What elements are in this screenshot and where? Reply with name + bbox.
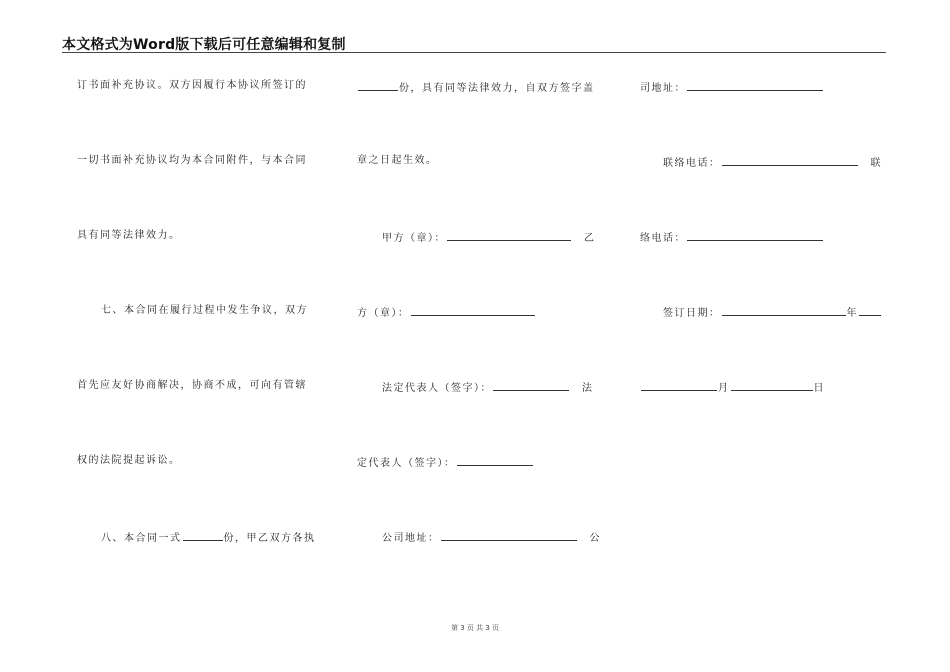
party-a-representative-blank	[493, 380, 569, 391]
col3-line-2-tail: 联	[870, 158, 882, 169]
page-number-footer: 第 3 页 共 3 页	[450, 624, 500, 632]
col2-line-2: 章之日起生效。	[357, 155, 438, 166]
col2-line-4	[357, 305, 536, 320]
col3-line-5	[640, 380, 825, 395]
header-rule	[62, 52, 886, 53]
col2-line-6	[357, 455, 534, 470]
col2-line-3	[382, 230, 596, 245]
col1-line-6: 权的法院提起诉讼。	[77, 455, 181, 466]
col1-line-7-text-b: 份，甲乙双方各执	[223, 533, 316, 544]
day-label: 日	[813, 383, 825, 394]
col1-line-7	[101, 530, 316, 545]
col1-line-5: 首先应友好协商解决，协商不成，可向有管辖	[77, 380, 307, 391]
copies-blank	[183, 530, 223, 541]
month-label: 月	[718, 383, 730, 394]
col1-line-7-text-a: 八、本合同一式	[101, 533, 182, 544]
sign-date-blank	[722, 305, 846, 316]
party-b-phone-blank	[687, 230, 823, 241]
sign-date-label: 签订日期：	[663, 308, 721, 319]
col2-line-5-tail: 法	[582, 383, 594, 394]
col2-line-5	[382, 380, 594, 395]
day-blank	[731, 380, 813, 391]
col1-line-2: 一切书面补充协议均为本合同附件，与本合同	[77, 155, 307, 166]
party-a-address-blank	[441, 530, 577, 541]
col3-line-1	[640, 80, 824, 95]
col2-line-7	[382, 530, 601, 545]
col1-line-4: 七、本合同在履行过程中发生争议，双方	[101, 305, 308, 316]
party-a-seal-blank	[447, 230, 571, 241]
party-a-phone-label: 联络电话：	[663, 158, 721, 169]
year-blank	[859, 305, 881, 316]
year-label: 年	[846, 308, 858, 319]
party-b-address-label: 司地址：	[640, 83, 686, 94]
col3-line-3	[640, 230, 824, 245]
party-a-seal-label: 甲方（章）：	[382, 233, 446, 244]
party-a-phone-blank	[722, 155, 858, 166]
party-a-representative-label: 法定代表人（签字）：	[382, 383, 492, 394]
col2-line-1	[357, 80, 595, 95]
party-b-phone-label: 络电话：	[640, 233, 686, 244]
document-header-title: 本文格式为Word版下载后可任意编辑和复制	[62, 37, 346, 53]
party-b-representative-blank	[457, 455, 533, 466]
col2-line-7-tail: 公	[589, 533, 601, 544]
col3-line-2	[663, 155, 882, 170]
party-a-address-label: 公司地址：	[382, 533, 440, 544]
col1-line-3: 具有同等法律效力。	[77, 230, 181, 241]
party-b-representative-label: 定代表人（签字）：	[357, 458, 456, 469]
party-b-address-blank	[687, 80, 823, 91]
col2-line-3-tail: 乙	[584, 233, 596, 244]
col1-line-1: 订书面补充协议。双方因履行本协议所签订的	[77, 80, 307, 91]
party-b-seal-blank	[411, 305, 535, 316]
copies-each-blank	[358, 80, 398, 91]
month-blank	[641, 380, 717, 391]
col3-line-4	[663, 305, 882, 320]
party-b-seal-label: 方（章）：	[357, 308, 410, 319]
col2-line-1-text: 份，具有同等法律效力，自双方签字盖	[399, 83, 595, 94]
